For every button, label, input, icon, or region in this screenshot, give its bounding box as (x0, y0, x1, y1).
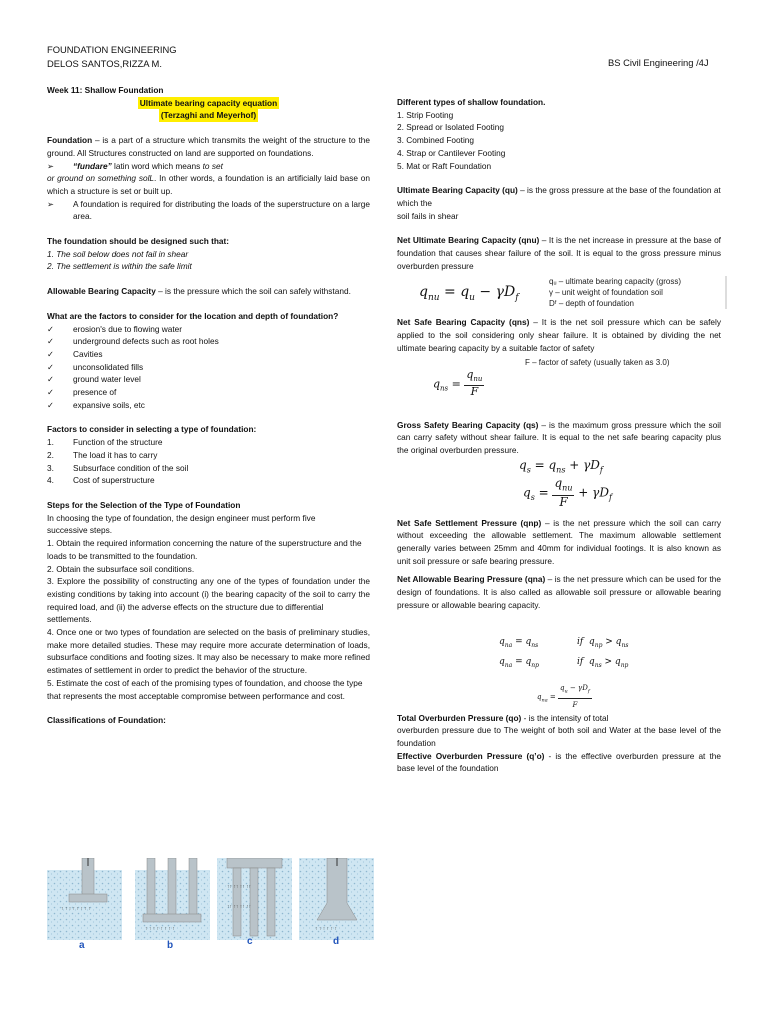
location-factors-list (47, 323, 370, 412)
list-item: ✓ erosion's due to flowing water (47, 323, 183, 334)
qnu-legend (549, 276, 727, 309)
steps-intro-a: In choosing the type of foundation, the design engineer must perform five (47, 512, 316, 523)
step-2: 2. Obtain the subsurface soil conditions. (47, 563, 195, 574)
qns-definition: Net Safe Bearing Capacity (qns) – It is the net soil pressure which can be safely applied to the soil considering only shear failure. It is obtained by dividing the net ultimate bearing capacity by a suitable factor of safety (397, 317, 721, 353)
step-5a: 5. Estimate the cost of each of the promising types of foundation, and choose the type (47, 677, 363, 688)
foundation-classification-figures (47, 858, 377, 958)
list-item: ✓ Cavities (47, 348, 103, 359)
step-3a: 3. Explore the possibility of constructing any one of the types of foundation under the existing conditions by taking into account (i) the bearing capacity of the soil to carry the required load, and (ii) the adverse effects on the structure due to differential (47, 576, 370, 612)
figure-label-b: b (167, 940, 174, 951)
fundare-continuation: or ground on something solL. In other words, a foundation is an artificially laid base on which a structure is set or built up. (47, 173, 370, 196)
list-item: ✓ ground water level (47, 374, 141, 385)
figure-label-d: d (333, 936, 340, 947)
qu-definition-cont: soil fails in shear (397, 210, 459, 221)
qns-equation-block (397, 355, 721, 419)
section-subtitle: (Terzaghi and Meyerhof) (160, 110, 257, 121)
qna-equation-2: $q_{na} = q_{np}$ (499, 656, 539, 669)
location-factors-heading: What are the factors to consider for the location and depth of foundation? (47, 310, 339, 321)
foundation-diagrams (47, 858, 377, 958)
qnu-definition: Net Ultimate Bearing Capacity (qnu) – It is the net increase in pressure at the base of foundation that causes shear failure of the soil. It is equal to the gross pressure minus overburden pressure (397, 235, 721, 271)
legend-gamma: γ – unit weight of foundation soil (549, 288, 663, 298)
qnu-equation-block (397, 272, 721, 316)
svg-text:↑ ↑ ↑ ↑ ↑ ↑: ↑ ↑ ↑ ↑ ↑ ↑ (315, 926, 337, 932)
list-item: ✓ unconsolidated fills (47, 361, 144, 372)
figure-b-pile-foundation (135, 858, 210, 940)
steps-intro-b: successive steps. (47, 525, 113, 536)
legend-df: Dᶠ – depth of foundation (549, 299, 635, 309)
type-item: 4. Strap or Cantilever Footing (397, 147, 506, 158)
type-item: 2. Spread or Isolated Footing (397, 122, 505, 133)
qns-equation: $q_{ns}$ = $\frac{q_{nu}}{F}$ (433, 367, 483, 399)
list-item: 4. Cost of superstructure (47, 475, 155, 486)
qs-definition: Gross Safety Bearing Capacity (qs) – is the maximum gross pressure which the soil can carry safety without shear failure. It is equal to the net safe bearing capacity plus the original overburden pressure. (397, 419, 721, 455)
type-item: 3. Combined Footing (397, 135, 475, 146)
qo-definition: Total Overburden Pressure (qo) - is the intensity of total (397, 712, 609, 723)
allowable-definition: Allowable Bearing Capacity – is the pressure which the soil can safely withstand. (47, 286, 351, 297)
distribute-bullet: ➢ A foundation is required for distributing the loads of the superstructure on a large area. (47, 198, 370, 222)
step-3b: settlements. (47, 614, 92, 625)
step-5b: that represents the most acceptable compromise between performance and cost. (47, 690, 345, 701)
type-item: 1. Strip Footing (397, 109, 454, 120)
svg-text:↑ ↑ ↑ ↑ ↑ ↑ ↑ ↑: ↑ ↑ ↑ ↑ ↑ ↑ ↑ ↑ (61, 906, 91, 912)
qnu-equation: $q_{nu} = q_u - \gamma D_f$ (419, 284, 519, 304)
list-item: ✓ expansive soils, etc (47, 399, 145, 410)
design-heading: The foundation should be designed such that: (47, 236, 230, 247)
steps-heading: Steps for the Selection of the Type of Foundation (47, 499, 241, 510)
header-left (47, 43, 177, 70)
program-label: BS Civil Engineering /4J (608, 57, 709, 68)
qs-equation-1: $q_s = q_{ns} + \gamma D_f$ (519, 457, 603, 475)
svg-text:↑↑ ↑↑ ↑↑ ↑↑: ↑↑ ↑↑ ↑↑ ↑↑ (227, 904, 252, 910)
qnp-definition: Net Safe Settlement Pressure (qnp) – is the net pressure which the soil can carry without exceeding the allowable settlement. The maximum allowable settlement generally varies between 25mm and 40mm for individual footings. It is also known as unit soil pressure or safe bearing pressure. (397, 517, 721, 566)
left-column (47, 84, 370, 727)
fundare-bullet: ➢ “fundare” latin word which means to set (47, 160, 223, 171)
section-title-block (47, 97, 370, 122)
section-title: Ultimate bearing capacity equation (139, 97, 278, 108)
qna-condition-2: if $q_{ns} > q_{np}$ (577, 656, 629, 669)
type-factors-heading: Factors to consider in selecting a type of foundation: (47, 424, 257, 435)
svg-text:↑ ↑ ↑ ↑ ↑ ↑ ↑ ↑: ↑ ↑ ↑ ↑ ↑ ↑ ↑ ↑ (145, 926, 175, 932)
figure-label-a: a (79, 940, 85, 951)
list-item: 2. The load it has to carry (47, 449, 158, 460)
week-title: Week 11: Shallow Foundation (47, 85, 164, 95)
qna-equation-block (397, 612, 721, 712)
qs-equation-2: $q_s$ = $\frac{q_{nu}}{F}$ + $\gamma D_f$ (523, 475, 612, 509)
type-factors-list (47, 436, 370, 487)
qu-definition: Ultimate Bearing Capacity (qu) – is the gross pressure at the base of the foundation at which the (397, 185, 721, 208)
figure-a-shallow-footing (47, 858, 122, 940)
foundation-definition: Foundation – is a part of a structure which transmits the weight of the structure to the ground. All Structures constructed on land are supported on foundations. (47, 135, 370, 158)
classifications-heading: Classifications of Foundation: (47, 715, 166, 726)
list-item: ✓ presence of (47, 387, 117, 398)
figure-c-pile-group (217, 858, 292, 940)
design-criterion-1: 1. The soil below does not fail in shear (47, 248, 189, 259)
qna-condition-1: if $q_{np} > q_{ns}$ (577, 636, 629, 649)
qna-equation-1: $q_{na} = q_{ns}$ (499, 636, 539, 649)
svg-text:↑↑ ↑↑ ↑↑ ↑↑: ↑↑ ↑↑ ↑↑ ↑↑ (227, 884, 252, 890)
course-title: FOUNDATION ENGINEERING (47, 44, 177, 55)
qs-equation-block (397, 457, 721, 517)
author-name: DELOS SANTOS,RIZZA M. (47, 57, 162, 69)
qo-definition-cont: overburden pressure due to The weight of both soil and Water at the base level of the foundation (397, 725, 721, 748)
type-item: 5. Mat or Raft Foundation (397, 160, 492, 171)
design-criterion-2: 2. The settlement is within the safe limit (47, 261, 192, 272)
list-item: 3. Subsurface condition of the soil (47, 462, 189, 473)
step-1b: loads to be transmitted to the foundation. (47, 550, 198, 561)
list-item: ✓ underground defects such as root holes (47, 336, 219, 347)
figure-d-deep-footing (299, 858, 374, 940)
right-column (397, 96, 721, 775)
qna-definition: Net Allowable Bearing Pressure (qna) – is the net pressure which can be used for the design of foundations. It is also called as allowable soil pressure or allowable bearing pressure or allowable bearing capacity. (397, 574, 721, 610)
legend-qu: qᵤ – ultimate bearing capacity (gross) (549, 277, 682, 287)
legend-f: F – factor of safety (usually taken as 3.0) (525, 357, 670, 367)
step-1a: 1. Obtain the required information concerning the nature of the superstructure and the (47, 538, 362, 549)
types-heading: Different types of shallow foundation. (397, 97, 546, 107)
step-4: 4. Once one or two types of foundation are selected on the basis of preliminary studies, make more detailed studies. These may require more accurate determination of loads, subsurface conditions and footing sizes. It may also be necessary to make more refined estimates of settlement in order to predict the behavior of the structure. (47, 627, 370, 676)
list-item: 1. Function of the structure (47, 437, 163, 448)
qeo-definition: Effective Overburden Pressure (q’o) - is the effective overburden pressure at the base level of the foundation (397, 750, 722, 774)
qna-equation-3: $q_{na}$ = $\frac{q_u - \gamma D_f}{F}$ (537, 683, 590, 709)
figure-label-c: c (247, 936, 253, 947)
